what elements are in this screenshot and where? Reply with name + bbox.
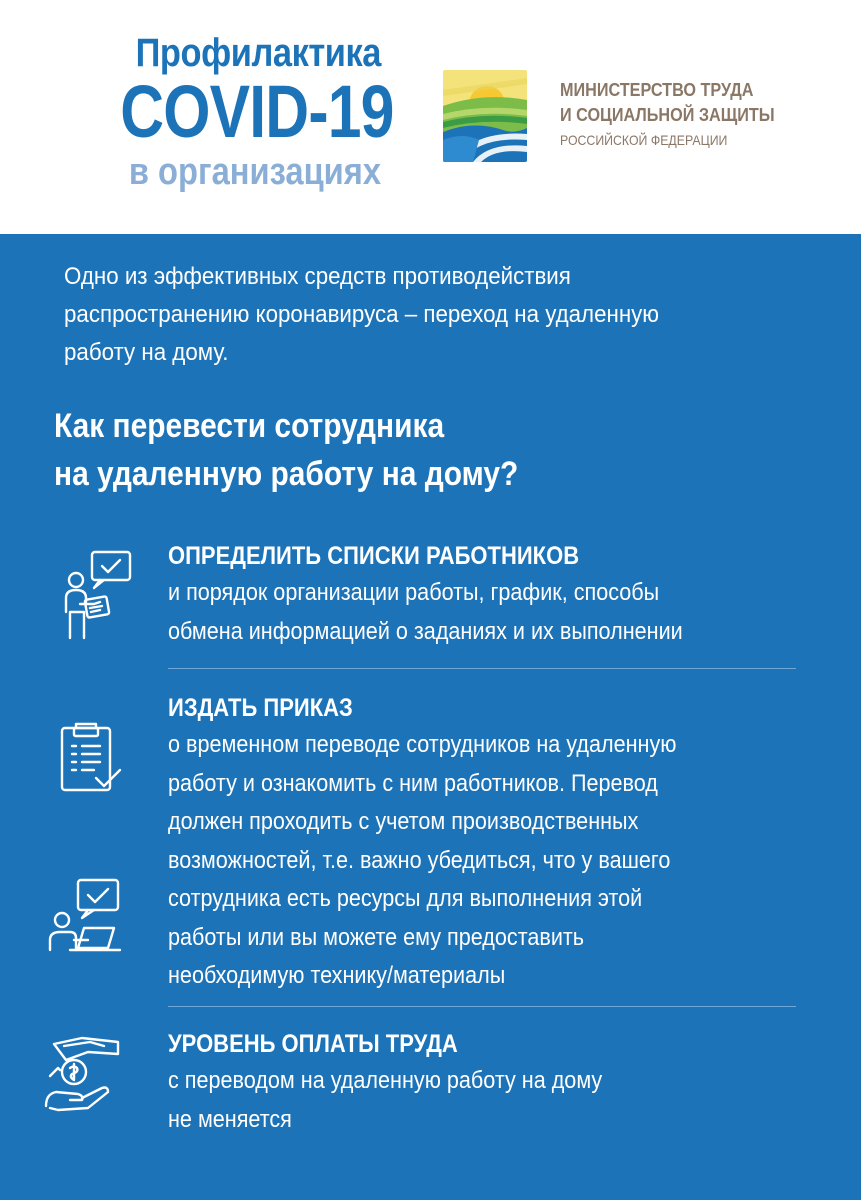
person-laptop-check-icon: [48, 878, 122, 954]
section-body: [168, 574, 740, 651]
hand-money-icon: [44, 1036, 122, 1112]
section-heading: ИЗДАТЬ ПРИКАЗ: [168, 694, 353, 722]
question-heading: [54, 402, 582, 498]
section-line: работу и ознакомить с ним работников. Перевод: [168, 769, 658, 797]
section-line: обмена информацией о заданиях и их выполнении: [168, 617, 683, 645]
ministry-line-2: И СОЦИАЛЬНОЙ ЗАЩИТЫ: [560, 105, 775, 125]
section-line: возможностей, т.е. важно убедиться, что у вашего: [168, 846, 671, 874]
ministry-logo: [443, 70, 527, 162]
person-chat-check-icon: [60, 550, 132, 642]
question-line: на удаленную работу на дому?: [54, 455, 519, 493]
intro-line: работу на дому.: [64, 339, 229, 366]
clipboard-checklist-icon: [58, 720, 122, 796]
question-line: Как перевести сотрудника: [54, 407, 445, 445]
section-line: сотрудника есть ресурсы для выполнения этой: [168, 885, 643, 912]
title-line-3: в организациях: [128, 151, 381, 193]
intro-line: Одно из эффективных средств противодействия: [64, 263, 571, 290]
section-line: о временном переводе сотрудников на удаленную: [168, 731, 677, 758]
intro-line: распространению коронавируса – переход на удаленную: [64, 301, 660, 328]
section-heading: ОПРЕДЕЛИТЬ СПИСКИ РАБОТНИКОВ: [168, 542, 580, 570]
section-line: должен проходить с учетом производственных: [168, 808, 639, 835]
ministry-line-1: МИНИСТЕРСТВО ТРУДА: [560, 80, 754, 100]
title-line-2: COVID-19: [120, 70, 394, 153]
section-line: работы или вы можете ему предоставить: [168, 923, 585, 951]
ministry-name: [560, 78, 798, 152]
section-line: и порядок организации работы, график, способы: [168, 579, 660, 606]
ministry-line-3: РОССИЙСКОЙ ФЕДЕРАЦИИ: [560, 132, 728, 148]
section-line: с переводом на удаленную работу на дому: [168, 1067, 603, 1094]
section-body: [168, 726, 733, 996]
section-pay-level: [168, 1026, 650, 1139]
section-worker-lists: [168, 538, 740, 651]
section-line: не меняется: [168, 1105, 292, 1133]
header: [0, 0, 861, 234]
section-line: необходимую технику/материалы: [168, 962, 506, 989]
title-line-1: Профилактика: [135, 31, 381, 75]
section-body: [168, 1062, 650, 1139]
poster-title: [63, 30, 394, 194]
section-heading: УРОВЕНЬ ОПЛАТЫ ТРУДА: [168, 1030, 458, 1058]
section-order: [168, 690, 733, 996]
divider: [168, 668, 796, 669]
intro-text: [64, 258, 824, 372]
divider: [168, 1006, 796, 1007]
